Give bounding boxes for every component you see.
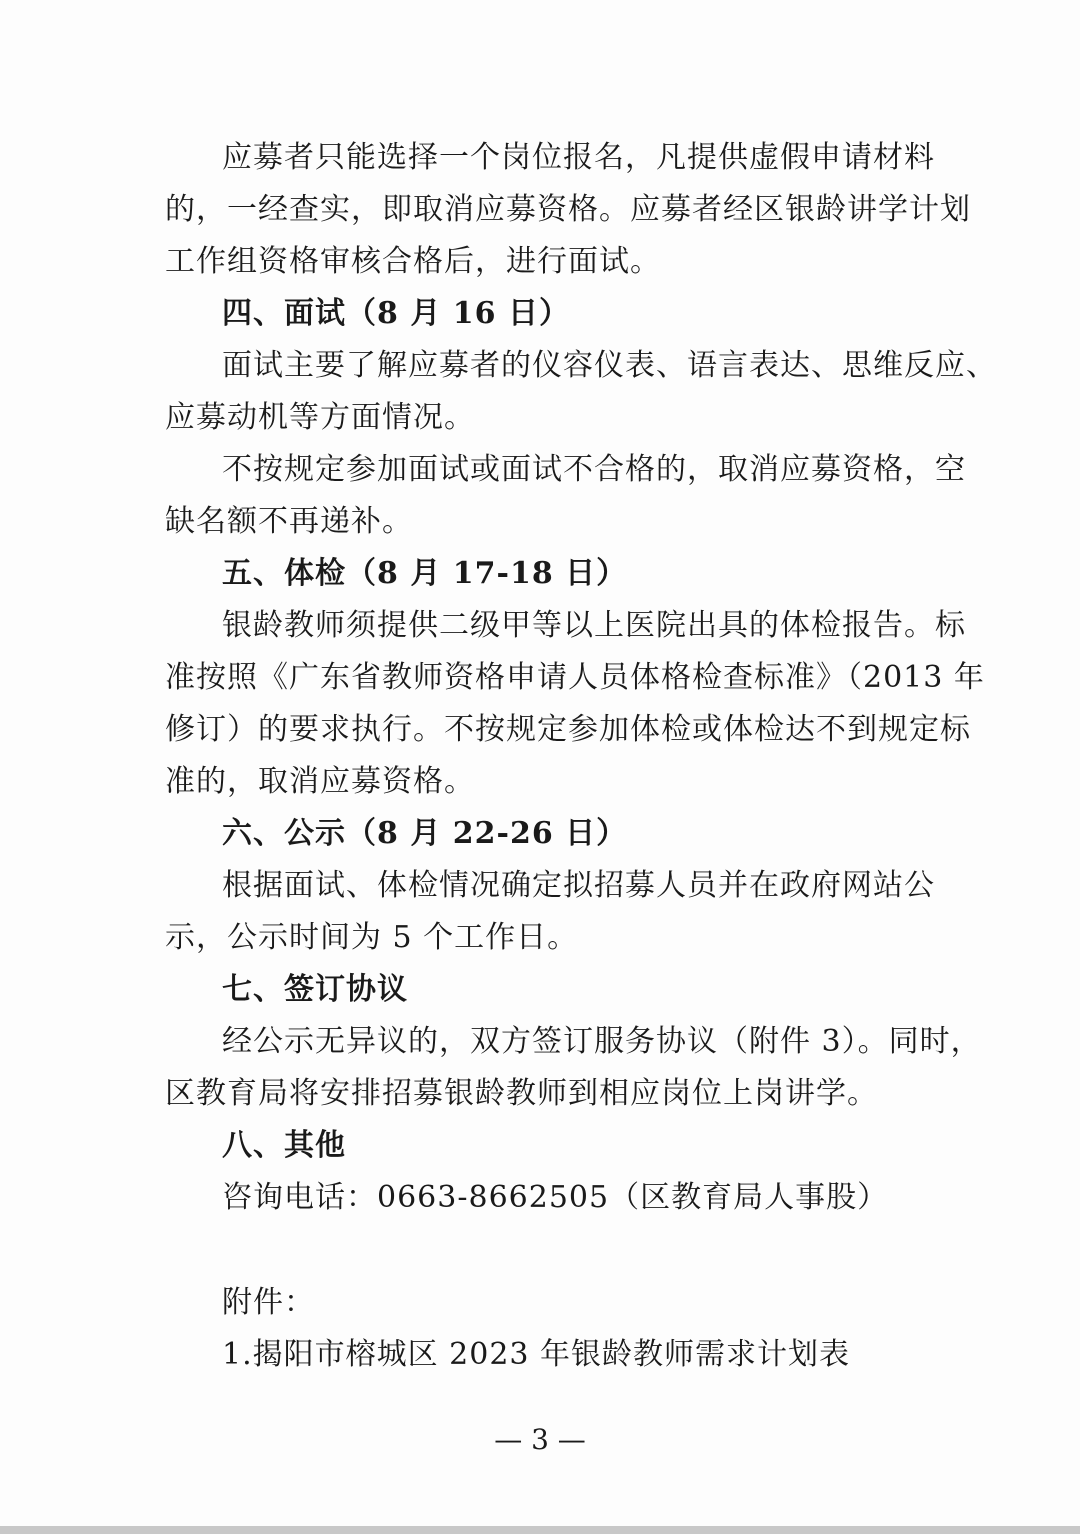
paragraph-line: 准的，取消应募资格。 <box>165 764 475 799</box>
paragraph-line: 应募者只能选择一个岗位报名，凡提供虚假申请材料 <box>222 140 935 175</box>
paragraph-line: 修订）的要求执行。不按规定参加体检或体检达不到规定标 <box>165 712 971 747</box>
contact-phone: 咨询电话：0663-8662505（区教育局人事股） <box>222 1180 889 1215</box>
paragraph-line: 区教育局将安排招募银龄教师到相应岗位上岗讲学。 <box>165 1076 878 1111</box>
paragraph-line: 应募动机等方面情况。 <box>165 400 475 435</box>
paragraph-line: 经公示无异议的，双方签订服务协议（附件 3）。同时， <box>222 1024 982 1059</box>
section-heading-interview: 四、面试（8 月 16 日） <box>222 296 570 331</box>
paragraph-line: 示，公示时间为 5 个工作日。 <box>165 920 579 955</box>
paragraph-line: 准按照《广东省教师资格申请人员体格检查标准》（2013 年 <box>165 660 985 695</box>
paragraph-line: 银龄教师须提供二级甲等以上医院出具的体检报告。标 <box>222 608 966 643</box>
section-heading-physical-exam: 五、体检（8 月 17-18 日） <box>222 556 628 591</box>
paragraph-line: 的，一经查实，即取消应募资格。应募者经区银龄讲学计划 <box>165 192 971 227</box>
page-number: — 3 — <box>494 1423 586 1456</box>
paragraph-line: 工作组资格审核合格后，进行面试。 <box>165 244 661 279</box>
section-heading-publicity: 六、公示（8 月 22-26 日） <box>222 816 628 851</box>
section-heading-other: 八、其他 <box>222 1128 346 1163</box>
scan-bottom-edge <box>0 1526 1080 1534</box>
attachment-item: 1.揭阳市榕城区 2023 年银龄教师需求计划表 <box>222 1337 851 1372</box>
paragraph-line: 根据面试、体检情况确定拟招募人员并在政府网站公 <box>222 868 935 903</box>
paragraph-line: 不按规定参加面试或面试不合格的，取消应募资格，空 <box>222 452 966 487</box>
section-heading-agreement: 七、签订协议 <box>222 972 408 1007</box>
attachments-label: 附件： <box>222 1285 315 1320</box>
paragraph-line: 缺名额不再递补。 <box>165 504 413 539</box>
paragraph-line: 面试主要了解应募者的仪容仪表、语言表达、思维反应、 <box>222 348 997 383</box>
